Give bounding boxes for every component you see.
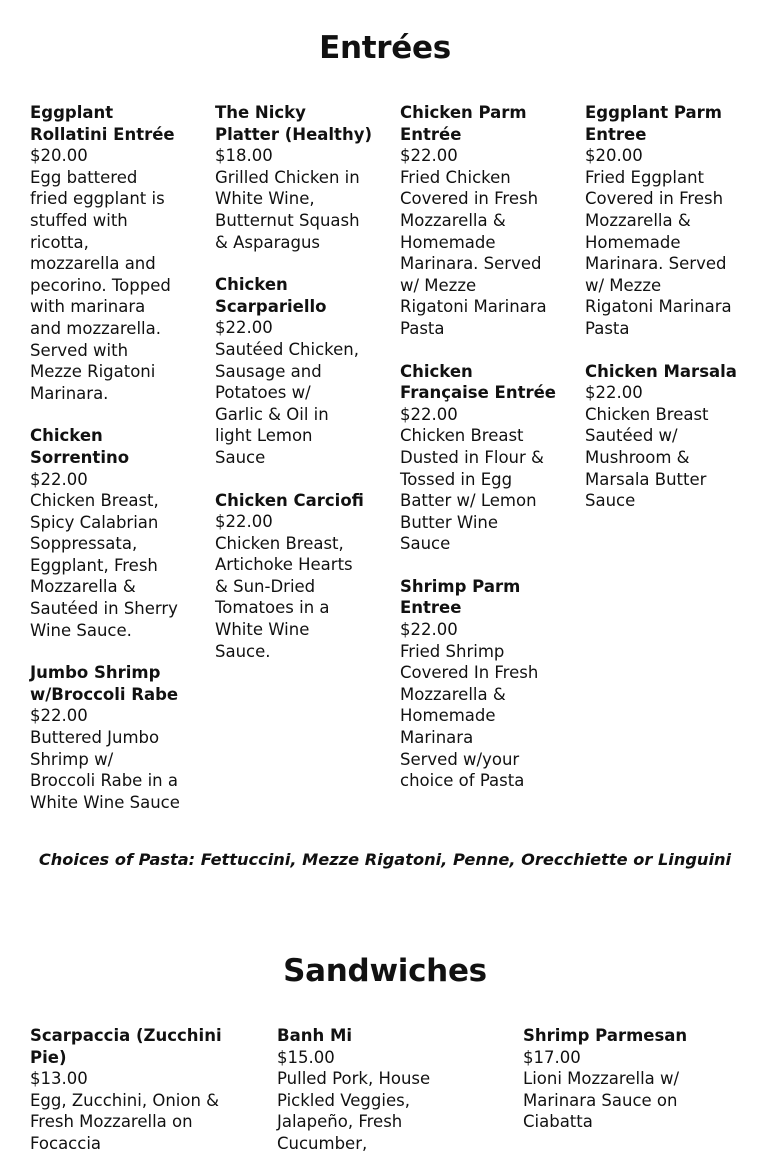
item-name: Eggplant Parm Entree bbox=[585, 103, 722, 144]
item-price: $22.00 bbox=[215, 318, 273, 338]
entrees-column-4 bbox=[585, 102, 765, 512]
item-name: Jumbo Shrimp w/Broccoli Rabe bbox=[30, 663, 179, 704]
item-description: Fried Chicken Covered in Fresh Mozzarella & Homemade Marinara. Served w/ Mezze Rigatoni Marinara Pasta bbox=[400, 167, 547, 338]
item-price: $22.00 bbox=[400, 620, 458, 640]
item-description: Grilled Chicken in White Wine, Butternut Squash & Asparagus bbox=[215, 167, 360, 252]
menu-item bbox=[30, 102, 205, 404]
item-price: $18.00 bbox=[215, 146, 273, 166]
sandwiches-column-3 bbox=[523, 1025, 763, 1133]
item-description: Chicken Breast Dusted in Flour & Tossed in Egg Batter w/ Lemon Butter Wine Sauce bbox=[400, 426, 544, 554]
item-name: Chicken Parm Entrée bbox=[400, 103, 527, 144]
menu-item bbox=[400, 102, 575, 340]
menu-item bbox=[215, 102, 390, 253]
item-price: $20.00 bbox=[30, 146, 88, 166]
menu-item bbox=[523, 1025, 763, 1133]
sandwiches-column-1 bbox=[30, 1025, 265, 1155]
menu-item bbox=[30, 1025, 265, 1155]
item-description: Egg, Zucchini, Onion & Fresh Mozzarella on Focaccia bbox=[30, 1090, 220, 1153]
item-description: Lioni Mozzarella w/ Marinara Sauce on Ciabatta bbox=[523, 1069, 680, 1132]
entrees-heading: Entrées bbox=[319, 30, 451, 66]
sandwiches-column-2 bbox=[277, 1025, 512, 1155]
item-description: Sautéed Chicken, Sausage and Potatoes w/ Garlic & Oil in light Lemon Sauce bbox=[215, 339, 359, 467]
item-price: $17.00 bbox=[523, 1047, 581, 1067]
item-description: Fried Eggplant Covered in Fresh Mozzarella & Homemade Marinara. Served w/ Mezze Rigatoni Marinara Pasta bbox=[585, 167, 732, 338]
item-description: Egg battered fried eggplant is stuffed with ricotta, mozzarella and pecorino. Topped with marinara and mozzarella. Served with Mezze Rigatoni Marinara. bbox=[30, 167, 171, 403]
item-name: Banh Mi bbox=[277, 1026, 353, 1045]
item-name: Shrimp Parm Entree bbox=[400, 576, 521, 618]
item-name: Chicken Carciofi bbox=[215, 490, 364, 510]
item-price: $22.00 bbox=[30, 469, 88, 489]
item-description: Buttered Jumbo Shrimp w/ Broccoli Rabe in a White Wine Sauce bbox=[30, 728, 180, 812]
menu-item bbox=[30, 425, 205, 641]
item-price: $22.00 bbox=[215, 512, 273, 532]
menu-item bbox=[400, 361, 575, 555]
item-price: $22.00 bbox=[400, 404, 458, 424]
entrees-column-2 bbox=[215, 102, 390, 662]
item-description: Fried Shrimp Covered In Fresh Mozzarella & Homemade Marinara Served w/your choice of Pasta bbox=[400, 641, 539, 791]
item-name: Chicken Française Entrée bbox=[400, 361, 556, 403]
item-price: $22.00 bbox=[30, 706, 88, 726]
menu-item bbox=[400, 576, 575, 792]
menu-item bbox=[215, 490, 390, 663]
item-price: $15.00 bbox=[277, 1047, 335, 1067]
item-price: $22.00 bbox=[585, 383, 643, 403]
menu-item bbox=[277, 1025, 512, 1155]
item-price: $13.00 bbox=[30, 1069, 88, 1089]
item-name: Chicken Marsala bbox=[585, 361, 737, 381]
item-description: Chicken Breast, Artichoke Hearts & Sun-Dried Tomatoes in a White Wine Sauce. bbox=[215, 533, 353, 661]
item-name: Shrimp Parmesan bbox=[523, 1026, 688, 1045]
item-description: Chicken Breast, Spicy Calabrian Soppressata, Eggplant, Fresh Mozzarella & Sautéed in Sherry Wine Sauce. bbox=[30, 491, 178, 640]
entrees-column-3 bbox=[400, 102, 575, 792]
item-name: Chicken Scarpariello bbox=[215, 275, 327, 316]
item-description: Pulled Pork, House Pickled Veggies, Jalapeño, Fresh Cucumber, bbox=[277, 1069, 431, 1153]
item-name: The Nicky Platter (Healthy) bbox=[215, 103, 372, 144]
pasta-choices-note: Choices of Pasta: Fettuccini, Mezze Rigatoni, Penne, Orecchiette or Linguini bbox=[38, 850, 732, 869]
item-description: Chicken Breast Sautéed w/ Mushroom & Marsala Butter Sauce bbox=[585, 404, 709, 511]
item-price: $20.00 bbox=[585, 146, 643, 166]
sandwiches-heading: Sandwiches bbox=[283, 953, 487, 989]
menu-item bbox=[215, 274, 390, 468]
item-name: Scarpaccia (Zucchini Pie) bbox=[30, 1026, 222, 1067]
item-name: Chicken Sorrentino bbox=[30, 426, 130, 467]
entrees-column-1 bbox=[30, 102, 205, 813]
menu-item bbox=[30, 662, 205, 813]
item-name: Eggplant Rollatini Entrée bbox=[30, 103, 175, 144]
menu-item bbox=[585, 102, 765, 340]
item-price: $22.00 bbox=[400, 146, 458, 166]
menu-item bbox=[585, 361, 765, 512]
